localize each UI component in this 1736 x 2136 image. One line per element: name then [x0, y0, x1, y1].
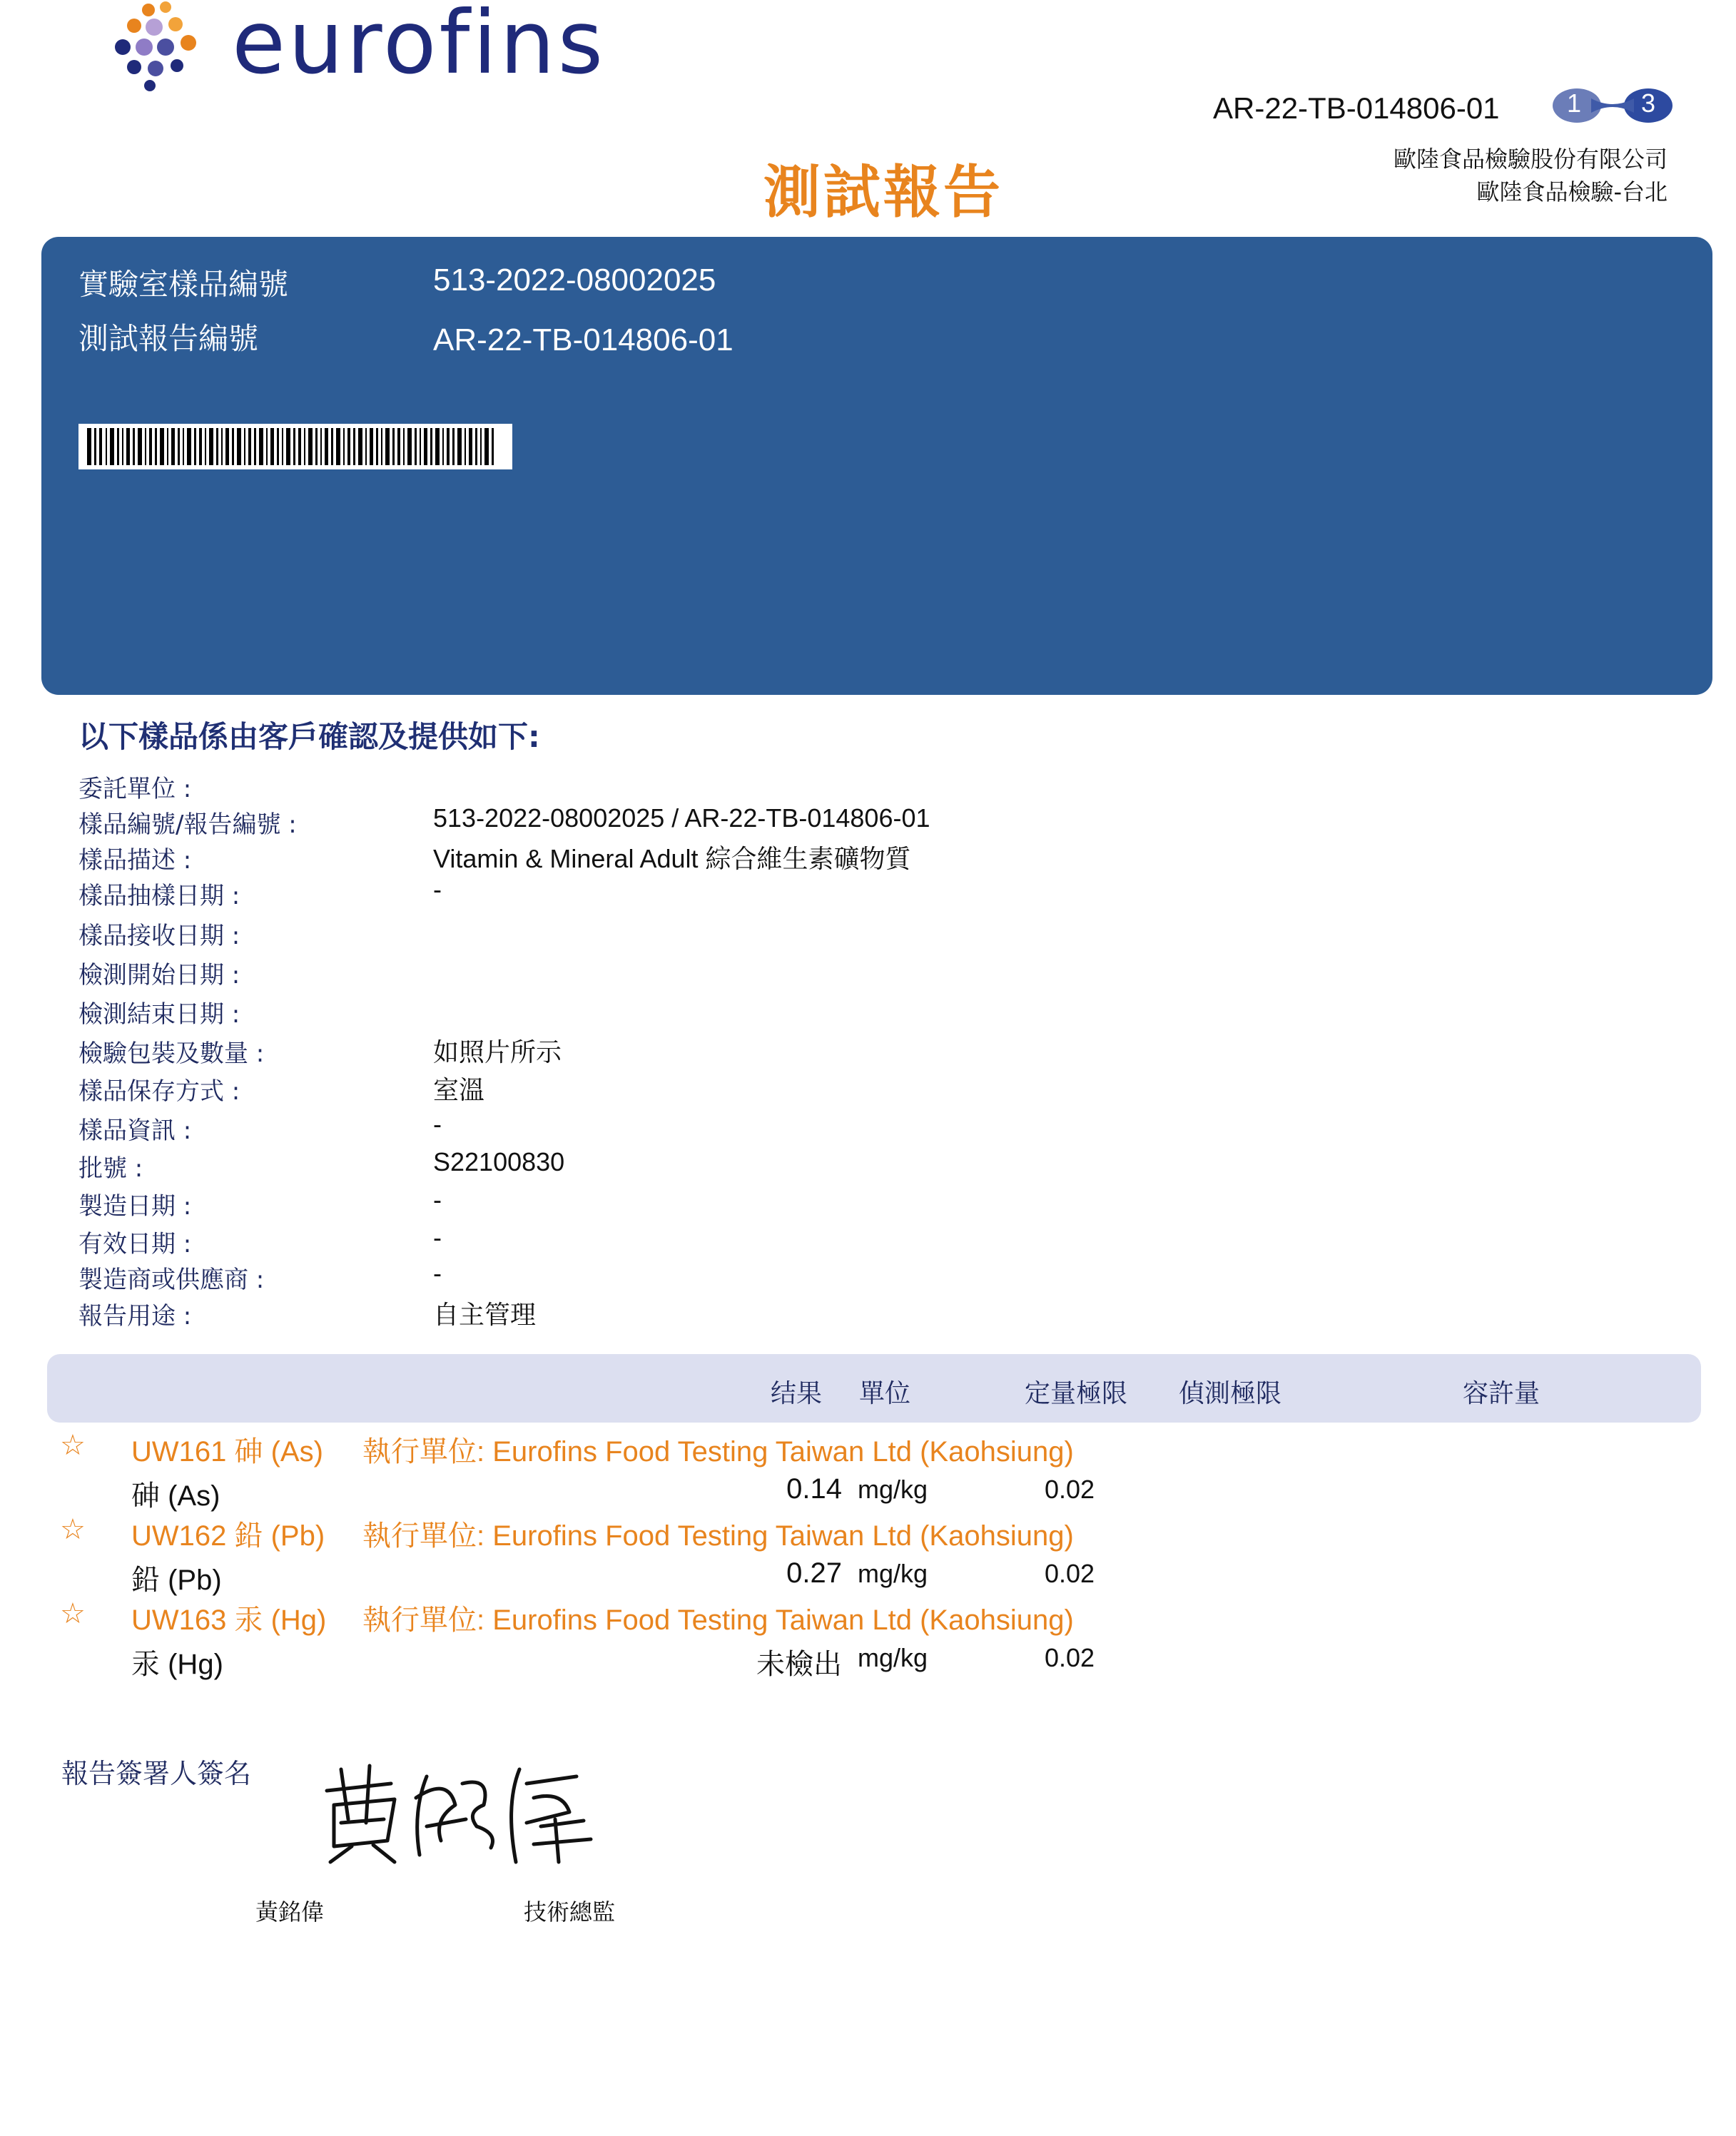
analyte-name: 汞 (Hg) [131, 1649, 223, 1680]
info-label: 批號 : [78, 1154, 143, 1183]
info-label: 檢測開始日期 : [78, 961, 240, 990]
signer-name: 黃銘偉 [255, 1898, 325, 1926]
info-label: 樣品抽樣日期 : [78, 882, 240, 910]
report-number-top: AR-22-TB-014806-01 [1213, 91, 1500, 125]
info-value: 如照片所示 [433, 1037, 562, 1067]
test-code: UW162 鉛 (Pb) [131, 1520, 325, 1552]
testing-lab: 執行單位: Eurofins Food Testing Taiwan Ltd (Kaohsiung) [362, 1604, 1074, 1636]
col-unit: 單位 [859, 1379, 911, 1408]
info-label: 樣品保存方式 : [78, 1077, 240, 1106]
col-tolerance: 容許量 [1463, 1379, 1540, 1408]
lab-sample-label: 實驗室樣品編號 [78, 267, 289, 302]
result-unit: mg/kg [858, 1643, 928, 1672]
info-value: - [433, 1223, 442, 1252]
col-lod: 偵測極限 [1179, 1379, 1282, 1408]
info-label: 檢測結束日期 : [78, 1000, 240, 1029]
result-loq: 0.02 [1045, 1643, 1095, 1672]
test-code: UW161 砷 (As) [131, 1436, 323, 1468]
result-value: 0.14 [786, 1473, 842, 1505]
sample-info-heading: 以下樣品係由客戶確認及提供如下: [78, 719, 540, 754]
result-loq: 0.02 [1045, 1475, 1095, 1504]
info-value: - [433, 1185, 442, 1214]
logo-wordmark: eurofins [232, 0, 606, 93]
result-loq: 0.02 [1045, 1559, 1095, 1588]
info-value: 室溫 [433, 1075, 485, 1104]
testing-lab: 執行單位: Eurofins Food Testing Taiwan Ltd (Kaohsiung) [362, 1520, 1074, 1552]
page-total: 3 [1641, 88, 1656, 118]
info-label: 有效日期 : [78, 1230, 192, 1258]
info-value: - [433, 1109, 442, 1139]
info-label: 製造日期 : [78, 1192, 192, 1221]
info-label: 製造商或供應商 : [78, 1266, 265, 1294]
handwritten-signature [313, 1755, 598, 1869]
info-value: - [433, 875, 442, 904]
company-branch: 歐陸食品檢驗-台北 [1476, 178, 1668, 205]
info-value: 513-2022-08002025 / AR-22-TB-014806-01 [433, 803, 930, 833]
page-current: 1 [1567, 88, 1582, 118]
info-value: Vitamin & Mineral Adult 綜合維生素礦物質 [433, 844, 911, 873]
info-label: 樣品編號/報告編號 : [78, 810, 297, 839]
analyte-name: 鉛 (Pb) [131, 1565, 222, 1596]
info-label: 樣品描述 : [78, 846, 192, 875]
result-unit: mg/kg [858, 1559, 928, 1588]
document-title: 測試報告 [763, 159, 1003, 225]
info-label: 樣品接收日期 : [78, 922, 240, 950]
info-value: - [433, 1258, 442, 1288]
info-label: 檢驗包裝及數量 : [78, 1039, 265, 1068]
testing-lab: 執行單位: Eurofins Food Testing Taiwan Ltd (Kaohsiung) [362, 1436, 1074, 1468]
result-value: 0.27 [786, 1557, 842, 1589]
info-value: S22100830 [433, 1147, 565, 1176]
report-number-value: AR-22-TB-014806-01 [433, 322, 734, 357]
company-name: 歐陸食品檢驗股份有限公司 [1393, 146, 1668, 173]
info-label: 委託單位 : [78, 775, 192, 803]
report-number-label: 測試報告編號 [78, 321, 259, 356]
info-label: 報告用途 : [78, 1302, 192, 1331]
analyte-name: 砷 (As) [131, 1480, 220, 1512]
info-value: 自主管理 [433, 1300, 537, 1329]
star-icon: ☆ [60, 1429, 86, 1462]
star-icon: ☆ [60, 1597, 86, 1630]
star-icon: ☆ [60, 1513, 86, 1546]
page-indicator [1548, 86, 1677, 126]
result-value: 未檢出 [756, 1649, 842, 1680]
signature-label: 報告簽署人簽名 [61, 1758, 252, 1789]
info-label: 樣品資訊 : [78, 1117, 192, 1145]
col-result: 结果 [771, 1379, 823, 1408]
signer-title: 技術總監 [524, 1898, 616, 1926]
lab-sample-value: 513-2022-08002025 [433, 263, 716, 297]
barcode [78, 424, 512, 469]
test-code: UW163 汞 (Hg) [131, 1604, 327, 1636]
col-loq: 定量極限 [1025, 1379, 1128, 1408]
result-unit: mg/kg [858, 1475, 928, 1504]
